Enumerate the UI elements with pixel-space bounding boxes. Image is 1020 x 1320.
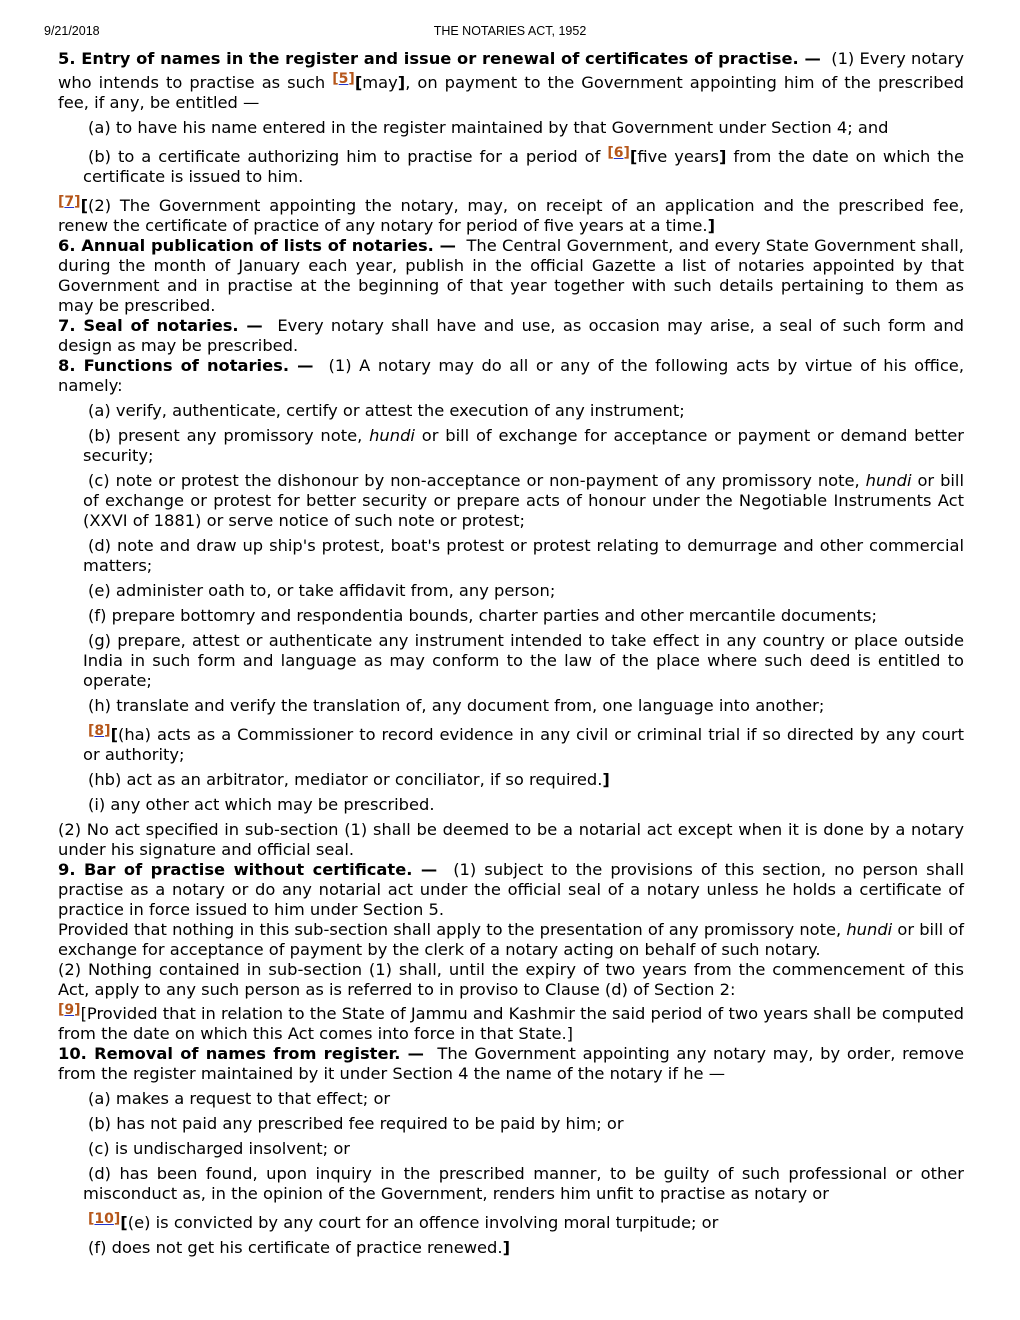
text-run: (1) A notary may do all or any of the following acts by virtue of his office, namely: [58,356,970,395]
footnote-number[interactable]: 6 [613,145,624,161]
footnote-link[interactable] [58,1002,81,1018]
footnote-bracket: ] [104,723,111,739]
document-title: THE NOTARIES ACT, 1952 [433,24,587,38]
footnote-number[interactable]: 10 [94,1211,114,1227]
footnote-bracket: [ [607,145,614,161]
amendment-bracket: [ [354,73,363,92]
amendment-bracket: [ [120,1213,128,1232]
clause-item [58,795,964,815]
footnote-number[interactable]: 9 [64,1002,75,1018]
section-heading: 8. Functions of notaries. — [58,356,314,375]
text-run: (2) The Government appointing the notary, may, on receipt of an application and the prescribed fee, renew the certificate of practice of any notary for period of five years at a time. [58,196,964,235]
section-paragraph [58,192,964,236]
footnote-bracket: [ [88,1211,95,1227]
text-run: Every notary shall have and use, as occasion may arise, a seal of such form and design as may be prescribed. [58,316,970,355]
text-run: (i) any other act which may be prescribed. [88,795,435,814]
text-run: (hb) act as an arbitrator, mediator or conciliator, if so required. [88,770,603,789]
section-paragraph [58,49,970,113]
footnote-link[interactable] [58,194,81,210]
print-date: 9/21/2018 [44,24,100,38]
footnote-bracket: ] [74,1002,81,1018]
footnote-link[interactable] [332,71,355,87]
text-run: Provided that nothing in this sub-section shall apply to the presentation of any promissory note, [58,920,847,939]
section-heading: 10. Removal of names from register. — [58,1044,424,1063]
amendment-bracket: ] [719,147,727,166]
clause-item [58,581,964,601]
section-heading: 9. Bar of practise without certificate. — [58,860,438,879]
text-run: , on payment to the Government appointing him of the prescribed fee, if any, be entitled — [58,73,964,112]
footnote-bracket: [ [58,1002,65,1018]
text-run: from the date on which the certificate is issued to him. [83,147,964,186]
clause-item [58,606,964,626]
text-run: (c) is undischarged insolvent; or [88,1139,350,1158]
text-run: The Government appointing any notary may, by order, remove from the register maintained by it under Section 4 the name of the notary if he — [58,1044,970,1083]
footnote-link[interactable] [88,1211,120,1227]
italic-term: hundi [369,426,415,445]
amendment-bracket: ] [502,1238,511,1257]
section-paragraph [58,960,964,1000]
footnote-link[interactable] [88,723,111,739]
section-paragraph [58,820,964,860]
text-run: (f) does not get his certificate of practice renewed. [88,1238,503,1257]
text-run: (b) has not paid any prescribed fee required to be paid by him; or [88,1114,624,1133]
section-paragraph [58,316,970,356]
clause-item [58,426,964,466]
text-run: [Provided that in relation to the State of Jammu and Kashmir the said period of two years shall be computed from the date on which this Act comes into force in that State.] [58,1004,964,1043]
footnote-bracket: [ [88,723,95,739]
text-run: (ha) acts as a Commissioner to record evidence in any civil or criminal trial if so directed by any court or authority; [83,725,964,764]
amendment-bracket: ] [707,216,716,235]
text-run: (d) has been found, upon inquiry in the prescribed manner, to be guilty of such professional or other misconduct as, in the opinion of the Government, renders him unfit to practise as notary or [83,1164,964,1203]
section-heading: 5. Entry of names in the register and issue or renewal of certificates of practise. — [58,49,821,68]
footnote-bracket: ] [348,71,355,87]
clause-item [58,1114,964,1134]
clause-item [58,536,964,576]
section-paragraph [58,1000,964,1044]
text-run: (1) Every notary who intends to practise as such [58,49,970,92]
text-run: (1) subject to the provisions of this section, no person shall practise as a notary or do any notarial act under the official seal of a notary unless he holds a certificate of practice in force issued to him under Section 5. [58,860,970,919]
footnote-number[interactable]: 8 [94,723,105,739]
text-run: (2) Nothing contained in sub-section (1) shall, until the expiry of two years from the commencement of this Act, apply to any such person as is referred to in proviso to Clause (d) of Section 2: [58,960,964,999]
amendment-bracket: ] [602,770,610,789]
act-body [58,49,970,1258]
clause-item [58,770,964,790]
section-paragraph [58,1044,970,1084]
text-run: (c) note or protest the dishonour by non-acceptance or non-payment of any promissory note, [88,471,866,490]
clause-item [58,143,964,187]
text-run: The Central Government, and every State Government shall, during the month of January each year, publish in the official Gazette a list of notaries appointed by that Government and in practise at the beginning of that year together with such details pertaining to them as may be prescribed. [58,236,970,315]
footnote-number[interactable]: 5 [338,71,349,87]
clause-item [58,1089,964,1109]
text-run: or bill of exchange or protest for better security or prepare acts of honour under the Negotiable Instruments Act (XXVI of 1881) or serve notice of such note or protest; [83,471,964,530]
amendment-bracket: [ [110,725,119,744]
footnote-bracket: ] [623,145,630,161]
section-paragraph [58,236,970,316]
text-run: may [362,73,398,92]
text-run: (2) No act specified in sub-section (1) shall be deemed to be a notarial act except when it is done by a notary under his signature and official seal. [58,820,964,859]
text-run: or bill of exchange for acceptance or payment or demand better security; [83,426,965,465]
clause-item [58,1238,964,1258]
text-run: (h) translate and verify the translation of, any document from, one language into another; [88,696,825,715]
amendment-bracket: ] [397,73,406,92]
clause-item [58,721,964,765]
footnote-link[interactable] [607,145,630,161]
footnote-number[interactable]: 7 [64,194,75,210]
text-run: (b) present any promissory note, [88,426,370,445]
text-run: (e) is convicted by any court for an offence involving moral turpitude; or [127,1213,719,1232]
text-run: (g) prepare, attest or authenticate any instrument intended to take effect in any country or place outside India in such form and language as may conform to the law of the place where such deed is entitled to operate; [83,631,964,690]
footnote-bracket: [ [332,71,339,87]
clause-item [58,631,964,691]
text-run: (a) to have his name entered in the register maintained by that Government under Section 4; and [88,118,889,137]
clause-item [58,118,964,138]
section-heading: 6. Annual publication of lists of notaries. — [58,236,456,255]
clause-item [58,1209,964,1233]
footnote-bracket: ] [74,194,81,210]
section-paragraph [58,860,970,920]
text-run: (d) note and draw up ship's protest, boat's protest or protest relating to demurrage and other commercial matters; [83,536,964,575]
footnote-bracket: ] [113,1211,121,1227]
text-run: (e) administer oath to, or take affidavit from, any person; [88,581,556,600]
italic-term: hundi [865,471,912,490]
text-run: five years [637,147,720,166]
text-run: or bill of exchange for acceptance of payment by the clerk of a notary acting on behalf of such notary. [58,920,964,959]
clause-item [58,1139,964,1159]
text-run: (a) verify, authenticate, certify or attest the execution of any instrument; [88,401,685,420]
text-run: (f) prepare bottomry and respondentia bounds, charter parties and other mercantile documents; [88,606,877,625]
clause-item [58,401,964,421]
section-heading: 7. Seal of notaries. — [58,316,263,335]
clause-item [58,471,964,531]
text-run: (b) to a certificate authorizing him to practise for a period of [88,147,608,166]
section-paragraph [58,356,970,396]
italic-term: hundi [846,920,893,939]
section-paragraph [58,920,964,960]
clause-item [58,1164,964,1204]
footnote-bracket: [ [58,194,65,210]
amendment-bracket: [ [80,196,89,215]
text-run: (a) makes a request to that effect; or [88,1089,391,1108]
clause-item [58,696,964,716]
amendment-bracket: [ [629,147,638,166]
